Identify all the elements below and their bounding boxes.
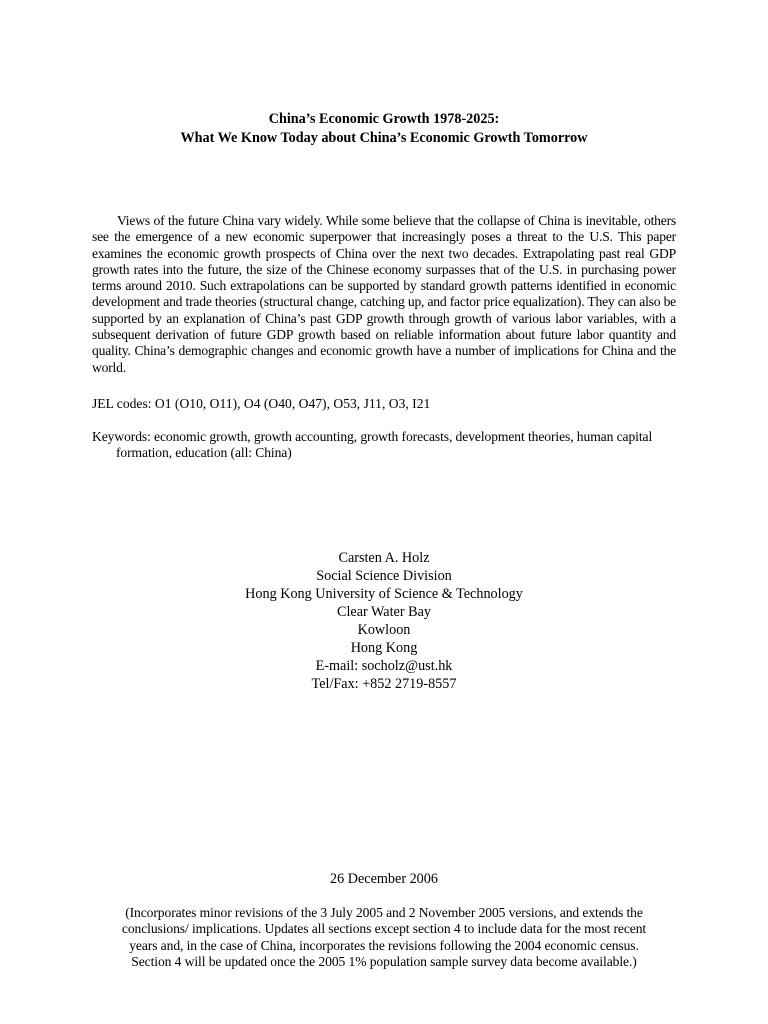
author-block	[0, 549, 768, 693]
author-email: E-mail: socholz@ust.hk	[315, 658, 453, 674]
revision-note-line-2: conclusions/ implications. Updates all sections except section 4 to include data for the most recent	[121, 921, 647, 937]
jel-codes: JEL codes: O1 (O10, O11), O4 (O40, O47), O53, J11, O3, I21	[92, 396, 431, 411]
revision-note-line-3: years and, in the case of China, incorporates the revisions following the 2004 economic census.	[129, 937, 639, 953]
title-line-1: China’s Economic Growth 1978-2025:	[268, 111, 500, 127]
author-phone: Tel/Fax: +852 2719-8557	[311, 676, 457, 692]
author-address-line-1: Clear Water Bay	[337, 604, 431, 620]
author-name: Carsten A. Holz	[338, 550, 430, 566]
revision-note-line-1: (Incorporates minor revisions of the 3 July 2005 and 2 November 2005 versions, and extends the	[125, 905, 643, 920]
paper-date: 26 December 2006	[330, 871, 438, 887]
title-line-2: What We Know Today about China’s Economic Growth Tomorrow	[180, 130, 588, 146]
author-address-line-2: Kowloon	[357, 622, 411, 638]
revision-note-line-4: Section 4 will be updated once the 2005 1% population sample survey data become available.)	[131, 953, 637, 969]
revision-note	[92, 905, 676, 970]
author-university: Hong Kong University of Science & Technology	[245, 586, 523, 602]
author-address-line-3: Hong Kong	[350, 640, 418, 656]
abstract-paragraph: Views of the future China vary widely. While some believe that the collapse of China is inevitable, others see the emergence of a new economic superpower that increasingly poses a threat to the U.S. This paper examines the economic growth prospects of China over the next two decades. Extrapolating past real GDP growth rates into the future, the size of the Chinese economy surpasses that of the U.S. in purchasing power terms around 2010. Such extrapolations can be supported by standard growth patterns identified in economic development and trade theories (structural change, catching up, and factor price equalization). They can also be supported by an explanation of China’s past GDP growth through growth of various labor variables, with a subsequent derivation of future GDP growth based on reliable information about future labor quantity and quality. China’s demographic changes and economic growth have a number of implications for China and the world.	[92, 213, 676, 375]
author-division: Social Science Division	[316, 568, 452, 584]
keywords: Keywords: economic growth, growth accounting, growth forecasts, development theories, human capital formation, education (all: China)	[92, 429, 653, 460]
paper-title	[0, 110, 768, 148]
